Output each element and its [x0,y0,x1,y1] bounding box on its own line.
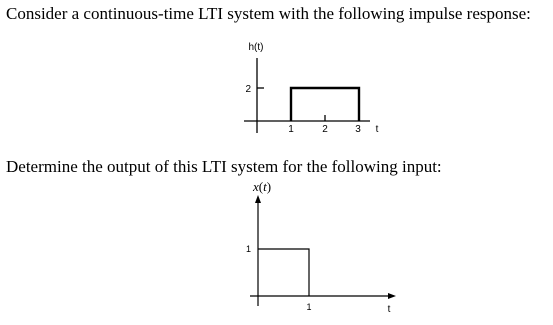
x-plot-x-arrow-icon [388,293,396,299]
problem-task-text: Determine the output of this LTI system for the following input: [6,157,442,176]
h-plot-x-tick-label-3: 3 [355,124,361,135]
h-plot-y-tick-label-2: 2 [245,84,251,95]
x-plot-xlabel: t [387,304,391,315]
x-plot-rect-pulse [258,249,309,296]
h-plot-xlabel: t [375,124,379,135]
h-plot-ylabel: h(t) [248,42,264,53]
h-plot-x-tick-label-1: 1 [288,124,294,135]
problem-intro-text: Consider a continuous-time LTI system with the following impulse response: [6,4,531,23]
x-plot-ylabel: x(t) [252,179,272,194]
x-plot-y-arrow-icon [255,195,261,203]
x-plot-y-tick-label-1: 1 [245,244,251,254]
x-plot-x-tick-label-1: 1 [306,302,312,312]
h-plot-x-tick-label-2: 2 [322,124,328,135]
